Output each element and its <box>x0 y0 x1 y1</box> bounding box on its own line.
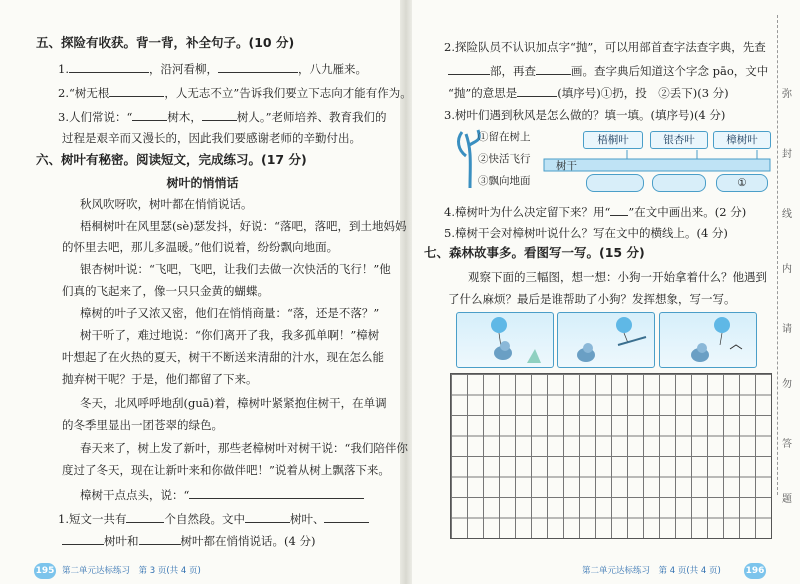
para-7-line2: 度过了冬天，现在让新叶来和你做伴吧！”说着从树上飘落下来。 <box>62 463 390 477</box>
s5-q2: 2.“树无根 ，人无志不立”告诉我们要立下志向才能有作为。 <box>58 86 412 100</box>
blank[interactable] <box>517 85 557 97</box>
seal-char: 请 <box>782 324 792 335</box>
seal-char: 线 <box>782 209 792 220</box>
trunk-label: 树干 <box>556 160 577 172</box>
seal-line <box>777 15 778 495</box>
para-1: 秋风吹呀吹，树叶都在悄悄说话。 <box>80 197 253 211</box>
answer-cloud-2[interactable] <box>652 174 706 192</box>
blank[interactable] <box>69 61 149 73</box>
section-5-title: 五、探险有收获。背一背，补全句子。(10 分) <box>36 35 295 50</box>
page-number-left: 195 <box>34 563 56 579</box>
picture-1 <box>456 312 554 368</box>
para-5-line2: 叶想起了在火热的夏天，树干不断送来清甜的汁水，现在怎么能 <box>62 350 384 364</box>
answer-cloud-1[interactable] <box>586 174 644 192</box>
page-number-right: 196 <box>744 563 766 579</box>
dog-with-balloon-icon <box>457 313 553 367</box>
q4: 4.樟树叶为什么决定留下来？用“ ”在文中画出来。(2 分) <box>444 205 747 219</box>
para-6-line1: 冬天，北风呼呼地刮(guā)着，樟树叶紧紧抱住树干，在单调 <box>80 396 387 410</box>
option-3: ③飘向地面 <box>478 175 531 187</box>
s5-q1: 1. ，沿河看柳， ，八九雁来。 <box>58 62 367 76</box>
s7-line1: 观察下面的三幅图，想一想：小狗一开始拿着什么？他遇到 <box>468 270 767 284</box>
blank[interactable] <box>218 61 298 73</box>
blank[interactable] <box>139 533 181 545</box>
section-7-title: 七、森林故事多。看图写一写。(15 分) <box>424 245 645 260</box>
para-6-line2: 的冬季里显出一团苍翠的绿色。 <box>62 418 223 432</box>
trunk-bar <box>544 159 770 171</box>
blank[interactable] <box>62 533 104 545</box>
blank[interactable] <box>202 109 237 121</box>
option-2: ②快活飞行 <box>478 153 531 165</box>
q5: 5.樟树干会对樟树叶说什么？写在文中的横线上。(4 分) <box>444 226 728 240</box>
para-2-line2: 的怀里去吧，那儿多温暖。”他们说着，纷纷飘向地面。 <box>62 240 339 254</box>
answer-line[interactable] <box>189 487 364 499</box>
story-title: 树叶的悄悄话 <box>166 176 239 190</box>
blank[interactable] <box>132 109 167 121</box>
para-5-line3: 抛弃树干呢？于是，他们都留了下来。 <box>62 372 258 386</box>
para-2-line1: 梧桐树叶在风里瑟(sè)瑟发抖，好说：“落吧，落吧，到土地妈妈 <box>80 219 407 233</box>
q2-line2: 部，再查 画。查字典后知道这个字念 pāo，文中 <box>448 63 768 78</box>
blank[interactable] <box>126 511 164 523</box>
footer-right: 第二单元达标练习 第 4 页(共 4 页) <box>582 566 721 576</box>
s5-q3: 3.人们常说：“ 树木， 树人。”老师培养、教育我们的 <box>58 110 387 124</box>
seal-char: 题 <box>782 494 792 505</box>
seal-char: 内 <box>782 264 792 275</box>
s5-q3-cont: 过程是艰辛而又漫长的，因此我们要感谢老师的辛勤付出。 <box>62 131 361 145</box>
para-3-line1: 银杏树叶说：“飞吧，飞吧，让我们去做一次快活的飞行！”他 <box>80 262 391 276</box>
picture-3 <box>659 312 757 368</box>
section-6-title: 六、树叶有秘密。阅读短文，完成练习。(17 分) <box>36 152 307 167</box>
s7-line2: 了什么麻烦？最后是谁帮助了小狗？发挥想象，写一写。 <box>448 292 736 306</box>
q1-line1: 1.短文一共有 个自然段。文中 树叶、 <box>58 511 369 526</box>
bird-helps-dog-icon <box>660 313 756 367</box>
para-5-line1: 树干听了，难过地说：“你们离开了我，我多孤单啊！”樟树 <box>80 328 380 342</box>
underline-sample <box>610 204 628 216</box>
q3-prompt: 3.树叶们遇到秋风是怎么做的？填一填。(填序号)(4 分) <box>444 108 726 122</box>
answer-cloud-3[interactable]: ① <box>716 174 768 192</box>
q2-line3: “抛”的意思是 (填序号)①扔，投 ②丢下)(3 分) <box>448 86 729 100</box>
leaf-box-yinxing: 银杏叶 <box>650 131 708 149</box>
blank[interactable] <box>109 85 164 97</box>
balloon-in-tree-icon <box>558 313 654 367</box>
para-8: 樟树干点点头，说：“ <box>80 487 364 502</box>
blank[interactable] <box>448 63 490 75</box>
seal-char: 封 <box>782 149 792 160</box>
writing-grid[interactable] <box>450 373 772 539</box>
q1-line2: 树叶和 树叶都在悄悄说话。(4 分) <box>62 533 315 548</box>
para-3-line2: 们真的飞起来了，像一只只金黄的蝴蝶。 <box>62 284 269 298</box>
para-4: 樟树的叶子又浓又密，他们在悄悄商量：“落，还是不落？” <box>80 306 380 320</box>
blank[interactable] <box>536 63 571 75</box>
para-7-line1: 春天来了，树上发了新叶，那些老樟树叶对树干说：“我们陪伴你 <box>80 441 408 455</box>
seal-char: 答 <box>782 439 792 450</box>
option-1: ①留在树上 <box>478 131 531 143</box>
q2-line1: 2.探险队员不认识加点字“抛”，可以用部首查字法查字典，先查 <box>444 40 766 54</box>
seal-char: 勿 <box>782 379 792 390</box>
leaf-box-zhang: 樟树叶 <box>713 131 771 149</box>
tree-icon <box>459 130 480 188</box>
picture-2 <box>557 312 655 368</box>
blank[interactable] <box>324 511 369 523</box>
seal-char: 弥 <box>782 89 792 100</box>
footer-left: 第二单元达标练习 第 3 页(共 4 页) <box>62 566 201 576</box>
blank[interactable] <box>245 511 290 523</box>
leaf-box-wutong: 梧桐叶 <box>583 131 643 149</box>
